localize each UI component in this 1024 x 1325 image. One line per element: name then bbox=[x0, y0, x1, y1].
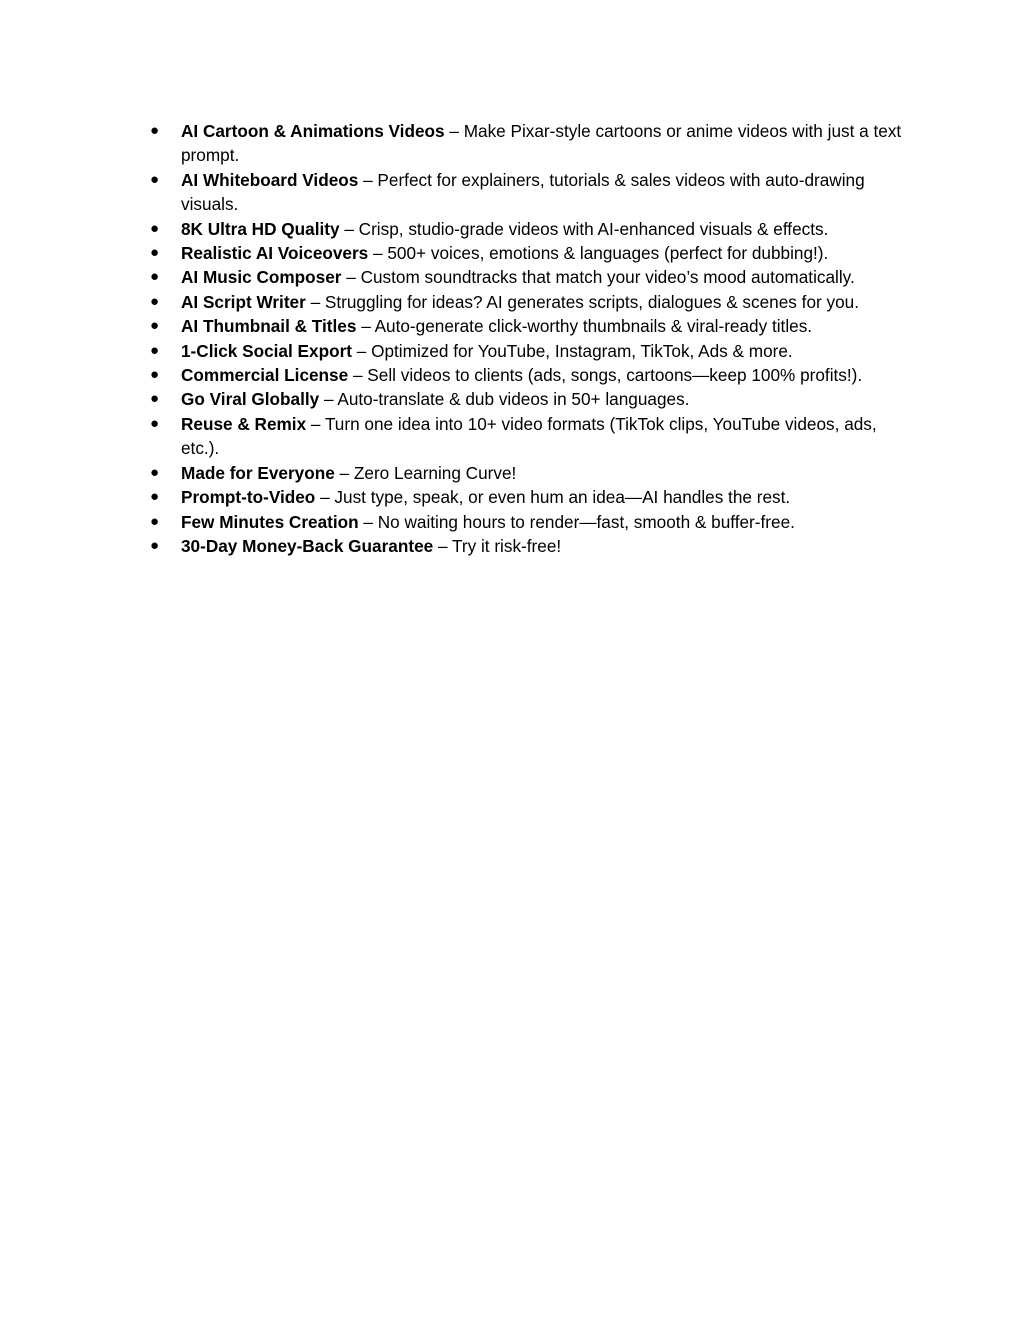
feature-item bbox=[150, 412, 910, 461]
bullet-icon: ● bbox=[150, 341, 160, 359]
feature-description: – Just type, speak, or even hum an idea—AI handles the rest. bbox=[320, 487, 791, 508]
feature-item bbox=[150, 534, 910, 558]
feature-text bbox=[181, 461, 910, 485]
feature-title: AI Whiteboard Videos bbox=[181, 169, 359, 190]
feature-text bbox=[181, 168, 910, 217]
feature-description: – Turn one idea into 10+ video formats (TikTok clips, YouTube videos, ads, etc.). bbox=[181, 413, 877, 459]
feature-description: – No waiting hours to render—fast, smooth & buffer-free. bbox=[363, 511, 795, 532]
feature-text bbox=[181, 363, 910, 387]
bullet-icon: ● bbox=[150, 463, 160, 481]
feature-text bbox=[181, 510, 910, 534]
bullet-icon: ● bbox=[150, 512, 160, 530]
bullet-icon: ● bbox=[150, 536, 160, 554]
feature-item bbox=[150, 168, 910, 217]
bullet-icon: ● bbox=[150, 414, 160, 432]
feature-item bbox=[150, 241, 910, 265]
feature-text bbox=[181, 412, 910, 461]
feature-description: – Zero Learning Curve! bbox=[339, 462, 517, 483]
bullet-icon: ● bbox=[150, 268, 160, 286]
feature-item bbox=[150, 290, 910, 314]
feature-description: – Optimized for YouTube, Instagram, TikTok, Ads & more. bbox=[356, 340, 793, 361]
feature-text bbox=[181, 485, 910, 509]
feature-item bbox=[150, 217, 910, 241]
feature-text bbox=[181, 265, 910, 289]
feature-title: 30-Day Money-Back Guarantee bbox=[181, 535, 434, 556]
bullet-icon: ● bbox=[150, 488, 160, 506]
feature-title: Prompt-to-Video bbox=[181, 487, 316, 508]
feature-title: AI Thumbnail & Titles bbox=[181, 316, 357, 337]
bullet-icon: ● bbox=[150, 170, 160, 188]
feature-title: AI Music Composer bbox=[181, 267, 342, 288]
feature-title: 8K Ultra HD Quality bbox=[181, 218, 340, 239]
feature-title: Made for Everyone bbox=[181, 462, 335, 483]
feature-title: Reuse & Remix bbox=[181, 413, 307, 434]
feature-title: AI Script Writer bbox=[181, 291, 306, 312]
feature-item bbox=[150, 314, 910, 338]
feature-title: Commercial License bbox=[181, 365, 349, 386]
feature-text bbox=[181, 387, 910, 411]
feature-title: Few Minutes Creation bbox=[181, 511, 359, 532]
bullet-icon: ● bbox=[150, 317, 160, 335]
bullet-icon: ● bbox=[150, 244, 160, 262]
feature-title: Go Viral Globally bbox=[181, 389, 320, 410]
feature-item bbox=[150, 119, 910, 168]
feature-item bbox=[150, 339, 910, 363]
feature-description: – Make Pixar-style cartoons or anime videos with just a text prompt. bbox=[181, 121, 902, 166]
bullet-icon: ● bbox=[150, 390, 160, 408]
bullet-icon: ● bbox=[150, 122, 160, 139]
feature-list bbox=[150, 119, 910, 558]
bullet-icon: ● bbox=[150, 292, 160, 310]
feature-text bbox=[181, 290, 910, 314]
feature-text bbox=[181, 534, 910, 558]
feature-text bbox=[181, 119, 910, 168]
feature-item bbox=[150, 461, 910, 485]
feature-item bbox=[150, 265, 910, 289]
feature-description: – Try it risk-free! bbox=[437, 535, 562, 556]
feature-description: – Auto-translate & dub videos in 50+ languages. bbox=[323, 389, 690, 410]
feature-description: – Struggling for ideas? AI generates scripts, dialogues & scenes for you. bbox=[310, 291, 859, 312]
feature-text bbox=[181, 314, 910, 338]
feature-item bbox=[150, 387, 910, 411]
feature-description: – Sell videos to clients (ads, songs, cartoons—keep 100% profits!). bbox=[352, 365, 863, 386]
feature-text bbox=[181, 217, 910, 241]
feature-description: – Crisp, studio-grade videos with AI-enhanced visuals & effects. bbox=[344, 218, 829, 239]
feature-title: Realistic AI Voiceovers bbox=[181, 243, 369, 264]
bullet-icon: ● bbox=[150, 366, 160, 384]
feature-item bbox=[150, 485, 910, 509]
feature-description: – Perfect for explainers, tutorials & sales videos with auto-drawing visuals. bbox=[181, 169, 865, 215]
feature-item bbox=[150, 510, 910, 534]
feature-text bbox=[181, 241, 910, 265]
feature-text bbox=[181, 339, 910, 363]
feature-item bbox=[150, 363, 910, 387]
bullet-icon: ● bbox=[150, 219, 160, 237]
feature-title: 1-Click Social Export bbox=[181, 340, 352, 361]
feature-description: – Custom soundtracks that match your video’s mood automatically. bbox=[346, 267, 855, 288]
feature-description: – Auto-generate click-worthy thumbnails & viral-ready titles. bbox=[361, 316, 813, 337]
feature-description: – 500+ voices, emotions & languages (perfect for dubbing!). bbox=[373, 243, 829, 264]
feature-title: AI Cartoon & Animations Videos bbox=[181, 121, 445, 141]
